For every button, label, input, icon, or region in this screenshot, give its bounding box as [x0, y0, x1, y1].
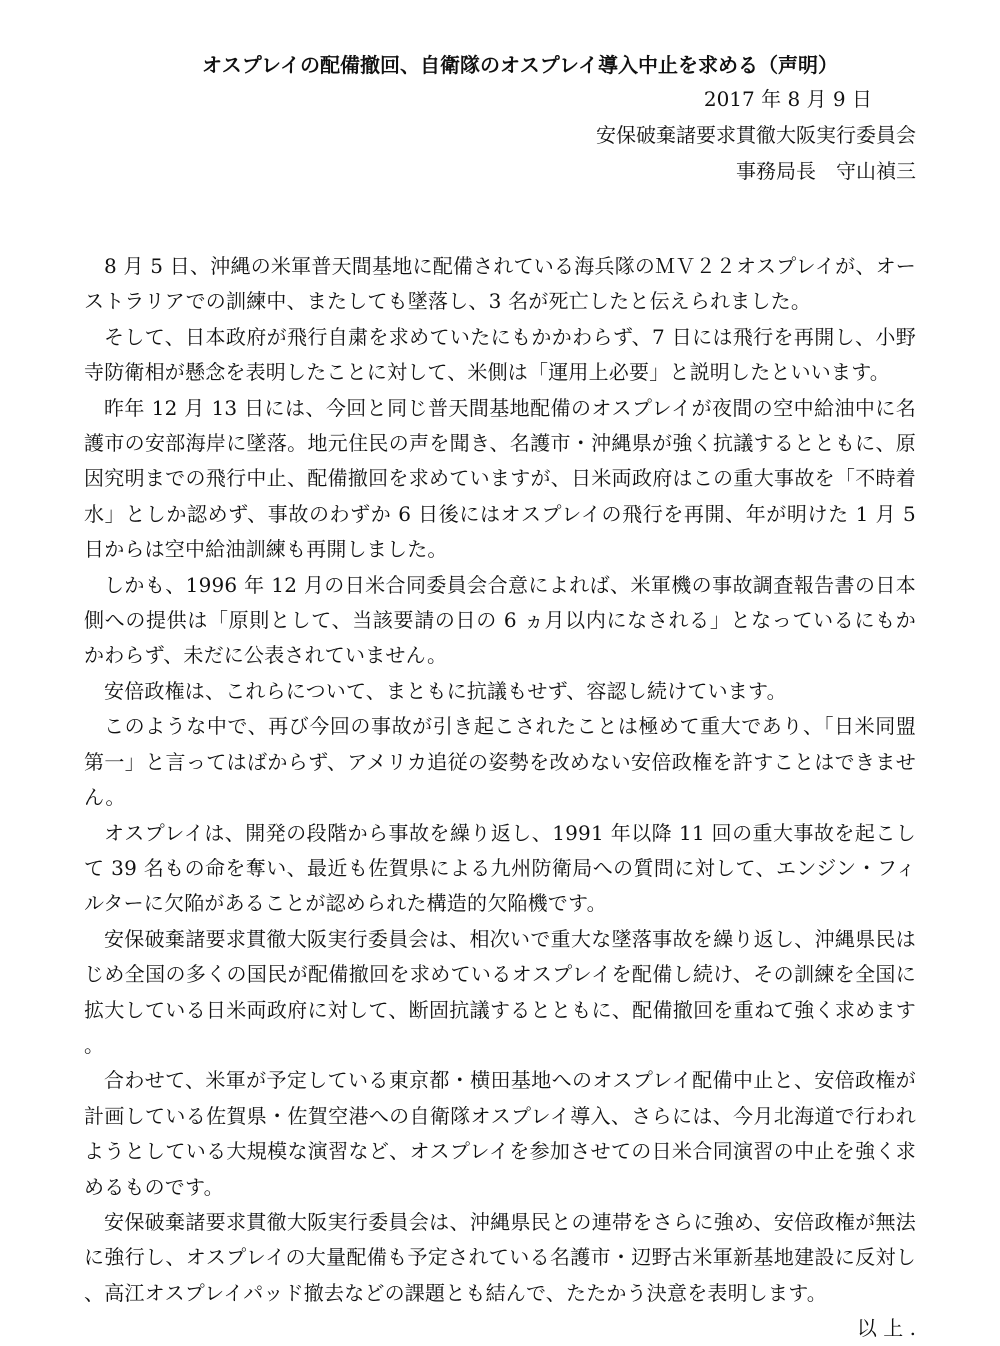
- paragraph: 合わせて、米軍が予定している東京都・横田基地へのオスプレイ配備中止と、安倍政権が計画している佐賀県・佐賀空港への自衛隊オスプレイ導入、さらには、今月北海道で行われようとしている大規模な演習など、オスプレイを参加させての日米合同演習の中止を強く求めるものです。: [84, 1068, 916, 1199]
- paragraph: しかも、1996 年 12 月の日米合同委員会合意によれば、米軍機の事故調査報告書の日本側への提供は「原則として、当該要請の日の 6 ヵ月以内になされる」となっているにもかかわらず、未だに公表されていません。: [84, 572, 916, 668]
- document-title: オスプレイの配備撤回、自衛隊のオスプレイ導入中止を求める（声明）: [202, 53, 838, 77]
- document-body: [84, 249, 916, 1311]
- paragraph: 安保破棄諸要求貫徹大阪実行委員会は、相次いで重大な墜落事故を繰り返し、沖縄県民はじめ全国の多くの国民が配備撤回を求めているオスプレイを配備し続け、その訓練を全国に拡大している日米両政府に対して、断固抗議するとともに、配備撤回を重ねて強く求めます。: [84, 926, 916, 1057]
- paragraph: 8 月 5 日、沖縄の米軍普天間基地に配備されている海兵隊のＭＶ２２オスプレイが、オーストラリアでの訓練中、またしても墜落し、3 名が死亡したと伝えられました。: [84, 254, 916, 314]
- signatory: 事務局長 守山禎三: [736, 159, 916, 183]
- paragraph: このような中で、再び今回の事故が引き起こされたことは極めて重大であり、「日米同盟第一」と言ってはばからず、アメリカ追従の姿勢を改めない安倍政権を許すことはできません。: [84, 714, 916, 810]
- paragraph: 安倍政権は、これらについて、まともに抗議もせず、容認し続けています。: [104, 678, 787, 703]
- paragraph: オスプレイは、開発の段階から事故を繰り返し、1991 年以降 11 回の重大事故を起こして 39 名もの命を奪い、最近も佐賀県による九州防衛局への質問に対して、エンジン・フィルターに欠陥があることが認められた構造的欠陥機です。: [84, 820, 916, 916]
- document-meta: [84, 89, 916, 181]
- paragraph: 安保破棄諸要求貫徹大阪実行委員会は、沖縄県民との連帯をさらに強め、安倍政権が無法に強行し、オスプレイの大量配備も予定されている名護市・辺野古米軍新基地建設に反対し、高江オスプレイパッド撤去などの課題とも結んで、たたかう決意を表明します。: [84, 1209, 916, 1305]
- paragraph: そして、日本政府が飛行自粛を求めていたにもかかわらず、7 日には飛行を再開し、小野寺防衛相が懸念を表明したことに対して、米側は「運用上必要」と説明したといいます。: [84, 324, 916, 385]
- document-date: 2017 年 8 月 9 日: [703, 87, 872, 111]
- paragraph: 昨年 12 月 13 日には、今回と同じ普天間基地配備のオスプレイが夜間の空中給油中に名護市の安部海岸に墜落。地元住民の声を聞き、名護市・沖縄県が強く抗議するとともに、原因究明までの飛行中止、配備撤回を求めていますが、日米両政府はこの重大事故を「不時着水」としか認めず、事故のわずか 6 日後にはオスプレイの飛行を再開、年が明けた 1 月 5 日からは空中給油訓練も再開しました。: [84, 395, 916, 562]
- issuing-organization: 安保破棄諸要求貫徹大阪実行委員会: [596, 123, 916, 147]
- closing-mark: 以 上 .: [856, 1316, 916, 1341]
